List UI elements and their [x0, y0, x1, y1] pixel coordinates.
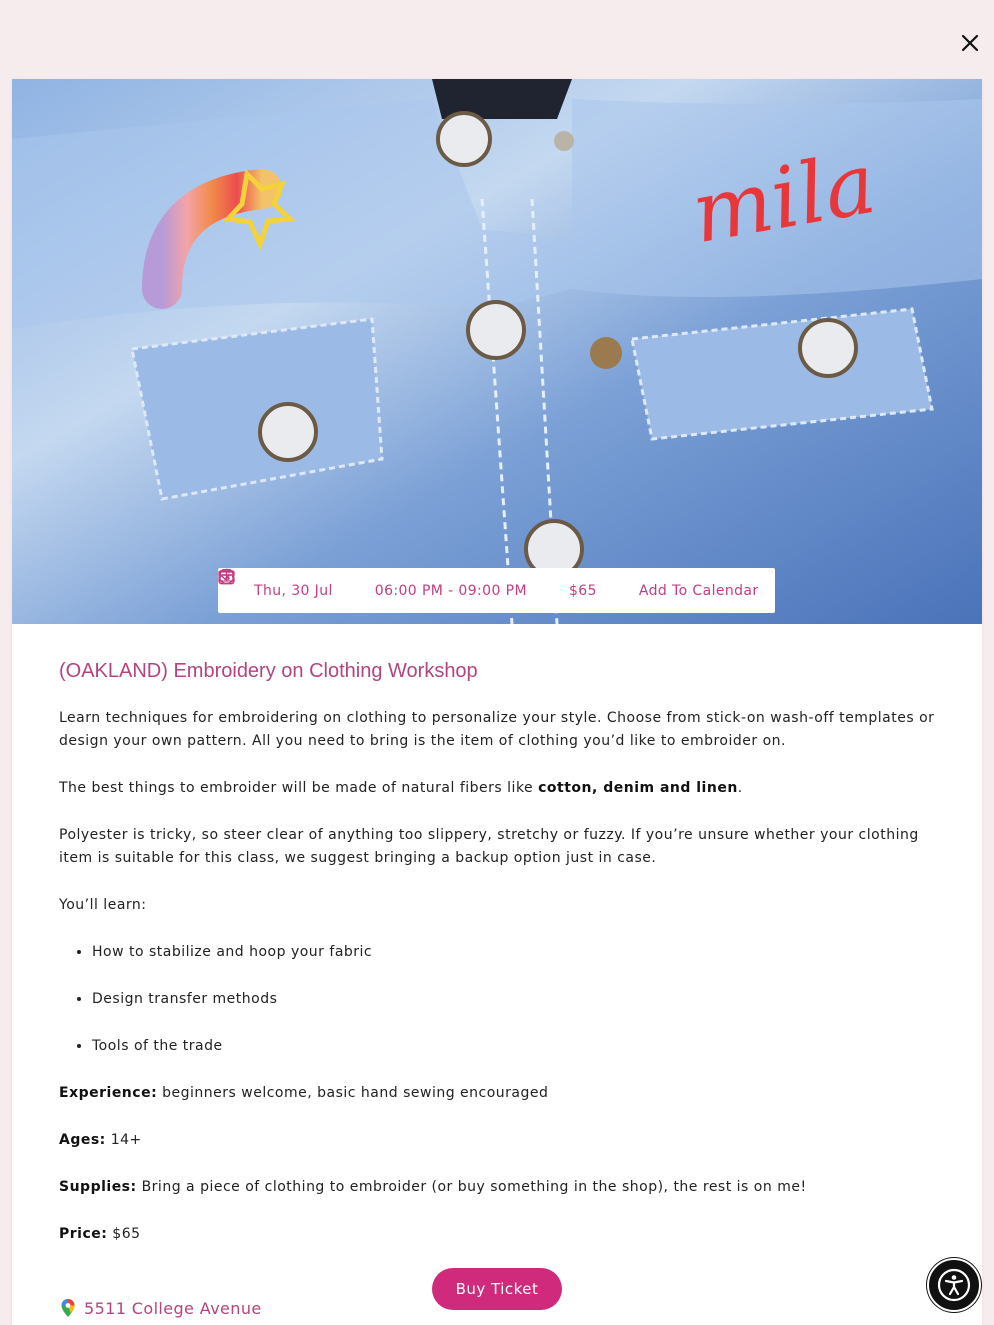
list-item: • Design transfer methods — [92, 988, 949, 1011]
close-icon — [961, 34, 979, 52]
event-hero-image — [12, 79, 982, 624]
ages-value: 14+ — [105, 1132, 142, 1148]
event-description — [59, 657, 949, 1270]
address-text: 5511 College Avenue — [84, 1298, 262, 1318]
calendar-plus-icon — [617, 582, 634, 599]
supplies-label: Supplies: — [59, 1179, 137, 1195]
experience-label: Experience: — [59, 1085, 158, 1101]
price-value: $65 — [107, 1226, 141, 1242]
chevron-down-icon — [766, 582, 783, 599]
price-line — [59, 1223, 949, 1246]
hero-embroidery-text: mila — [684, 133, 883, 263]
accessibility-icon — [936, 1267, 972, 1303]
add-to-calendar-button[interactable] — [617, 582, 783, 599]
experience-value: beginners welcome, basic hand sewing encouraged — [157, 1085, 549, 1101]
learn-list — [92, 941, 949, 1058]
description-paragraph — [59, 777, 949, 800]
clock-icon — [353, 582, 370, 599]
text: . — [737, 780, 743, 796]
text: The best things to embroider will be made of natural fibers like — [59, 780, 539, 796]
close-button[interactable] — [955, 28, 985, 58]
experience-line — [59, 1082, 949, 1105]
ages-line — [59, 1129, 949, 1152]
ticket-icon — [547, 582, 564, 599]
event-info-bar — [218, 568, 775, 613]
event-price-text: $65 — [568, 582, 597, 599]
description-paragraph: Learn techniques for embroidering on clothing to personalize your style. Choose from stick-on wash-off templates or design your own pattern. All you need to bring is the item of clothing you’d like to embroider on. — [59, 710, 935, 749]
event-date — [232, 582, 333, 599]
event-title: (OAKLAND) Embroidery on Clothing Workshop — [59, 660, 478, 682]
event-time — [353, 582, 527, 599]
buy-ticket-button[interactable]: Buy Ticket — [432, 1268, 562, 1310]
supplies-line — [59, 1176, 949, 1199]
add-to-calendar-label: Add To Calendar — [638, 582, 759, 599]
fabric-highlight: cotton, denim and linen — [538, 780, 738, 796]
list-item: • How to stabilize and hoop your fabric — [92, 941, 949, 964]
learn-intro: You’ll learn: — [59, 897, 147, 913]
event-price — [547, 582, 597, 599]
ages-label: Ages: — [59, 1132, 106, 1148]
event-date-text: Thu, 30 Jul — [254, 582, 333, 599]
map-pin-icon — [60, 1298, 76, 1318]
price-label: Price: — [59, 1226, 108, 1242]
accessibility-button[interactable] — [927, 1258, 981, 1312]
description-paragraph: Polyester is tricky, so steer clear of anything too slippery, stretchy or fuzzy. If you’re unsure whether your clothing item is suitable for this class, we suggest bringing a backup option just in case. — [59, 827, 919, 866]
event-address-link[interactable] — [60, 1298, 262, 1318]
supplies-value: Bring a piece of clothing to embroider (or buy something in the shop), the rest is on me! — [136, 1179, 807, 1195]
list-item: • Tools of the trade — [92, 1035, 949, 1058]
event-card — [12, 79, 982, 1325]
event-time-text: 06:00 PM - 09:00 PM — [374, 582, 527, 599]
